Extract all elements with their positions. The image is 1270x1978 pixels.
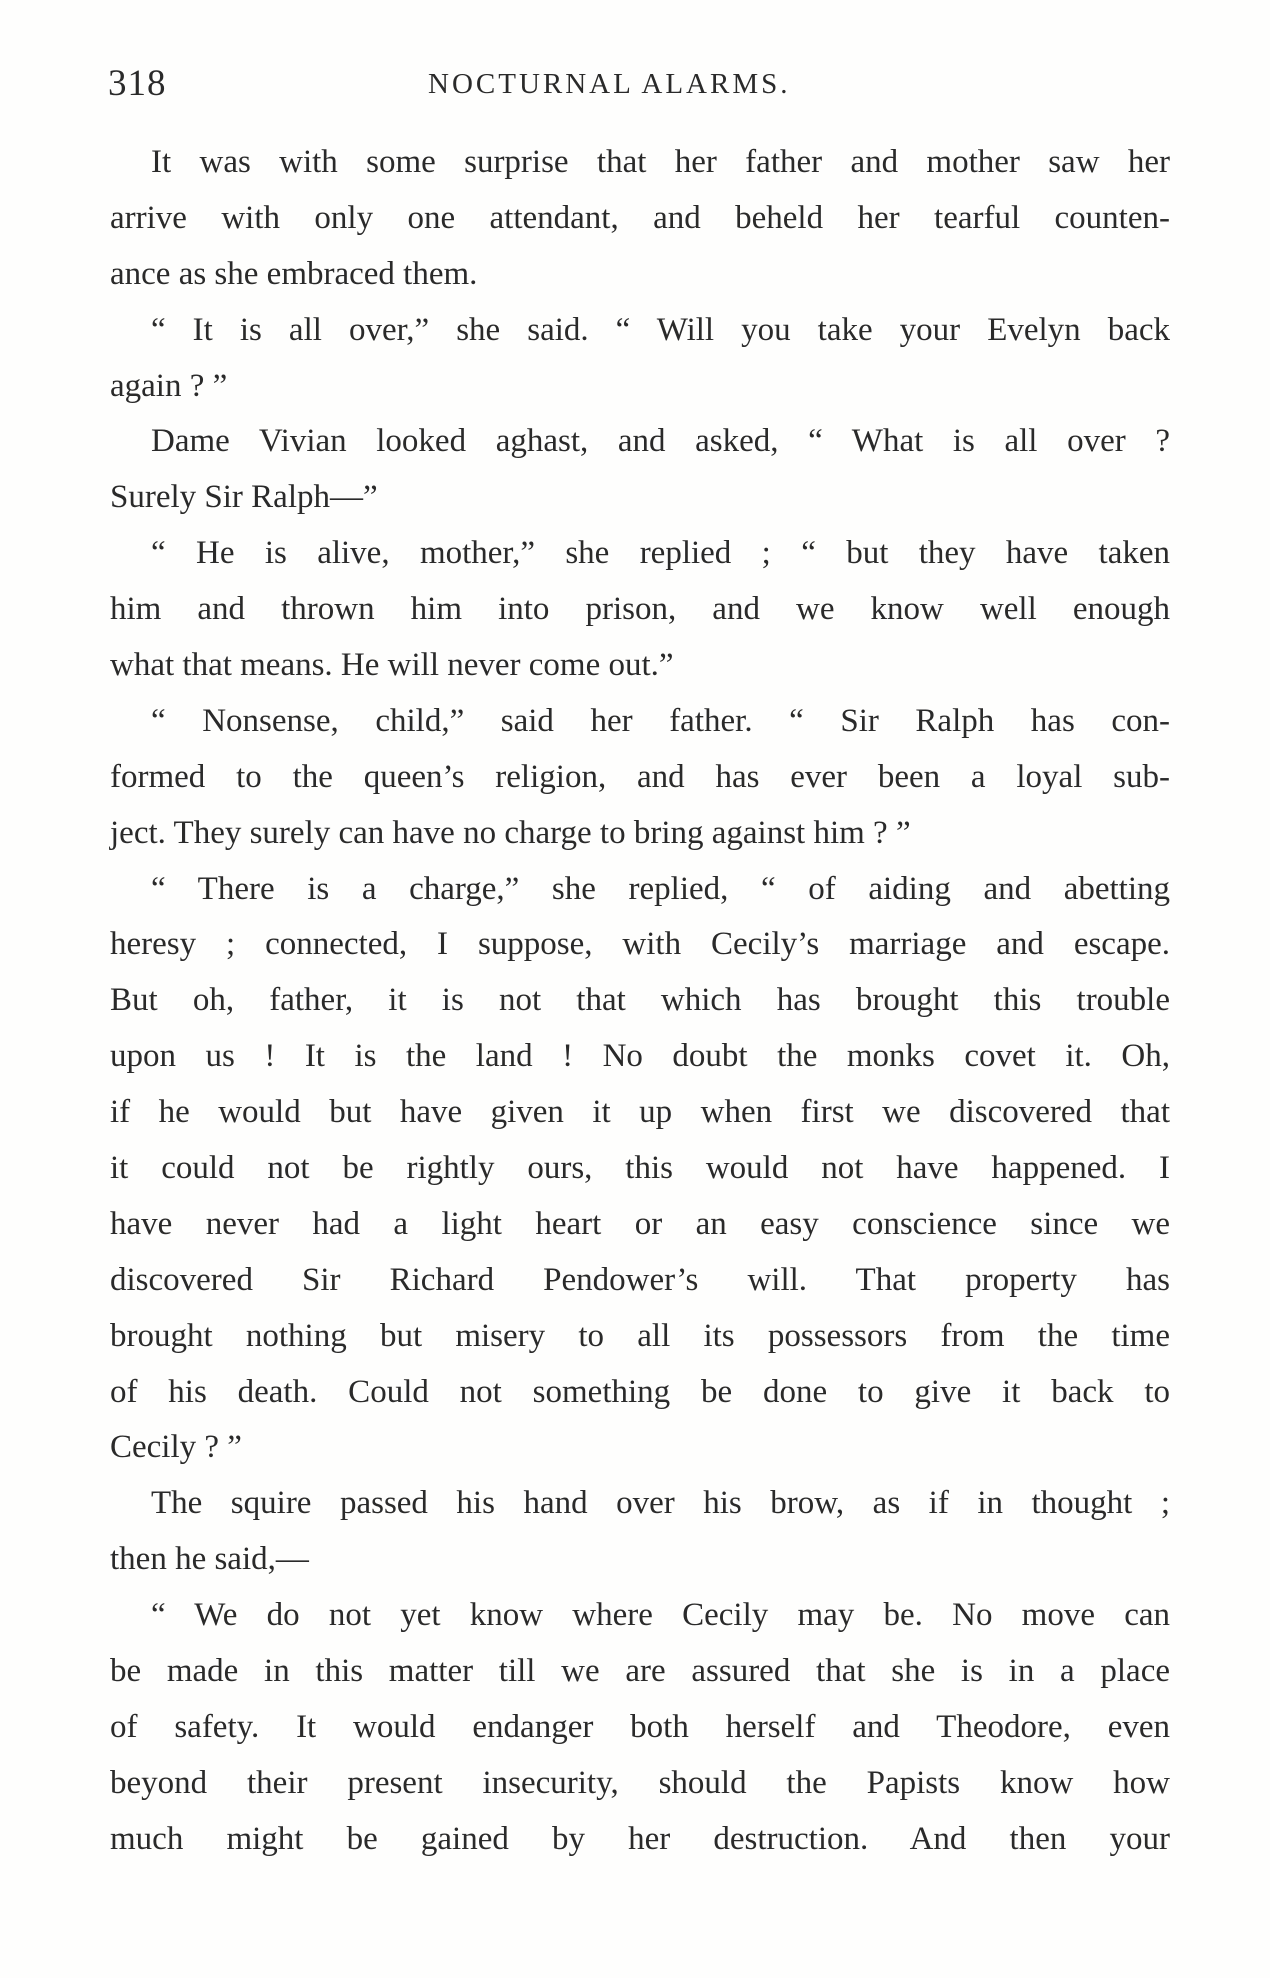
- text-line: ject. They surely can have no charge to bring against him ? ”: [110, 814, 911, 851]
- text-line: arrive with only one attendant, and beheld her tearful counten-: [110, 199, 1170, 236]
- page-number: 318: [108, 63, 167, 104]
- running-head: [108, 62, 1170, 110]
- text-line: Dame Vivian looked aghast, and asked, “ What is all over ?: [151, 423, 1170, 460]
- body-text: [110, 135, 1170, 1868]
- text-line: again ? ”: [110, 367, 228, 404]
- text-line: heresy ; connected, I suppose, with Cecily’s marriage and escape.: [110, 926, 1170, 963]
- text-line: what that means. He will never come out.”: [110, 647, 674, 684]
- text-line: It was with some surprise that her father and mother saw her: [151, 144, 1170, 180]
- text-line: him and thrown him into prison, and we know well enough: [110, 591, 1170, 628]
- text-line: formed to the queen’s religion, and has ever been a loyal sub-: [110, 758, 1170, 795]
- text-line: of his death. Could not something be done to give it back to: [110, 1373, 1170, 1410]
- text-line: ance as she embraced them.: [110, 255, 478, 292]
- text-line: Cecily ? ”: [110, 1429, 242, 1466]
- text-line: “ It is all over,” she said. “ Will you take your Evelyn back: [151, 311, 1170, 348]
- text-line: The squire passed his hand over his brow, as if in thought ;: [151, 1485, 1170, 1522]
- text-line: upon us ! It is the land ! No doubt the monks covet it. Oh,: [110, 1038, 1170, 1075]
- text-line: if he would but have given it up when first we discovered that: [110, 1094, 1170, 1131]
- text-line: “ Nonsense, child,” said her father. “ Sir Ralph has con-: [151, 702, 1170, 739]
- text-line: have never had a light heart or an easy conscience since we: [110, 1205, 1170, 1242]
- text-line: Surely Sir Ralph—”: [110, 479, 378, 516]
- text-line: “ He is alive, mother,” she replied ; “ but they have taken: [151, 535, 1170, 572]
- text-line: much might be gained by her destruction. And then your: [110, 1820, 1170, 1857]
- text-line: it could not be rightly ours, this would not have happened. I: [110, 1150, 1170, 1187]
- text-line: be made in this matter till we are assured that she is in a place: [110, 1653, 1170, 1690]
- text-line: discovered Sir Richard Pendower’s will. That property has: [110, 1261, 1170, 1298]
- text-line: then he said,—: [110, 1541, 309, 1578]
- running-title: NOCTURNAL ALARMS.: [428, 68, 791, 100]
- text-line: beyond their present insecurity, should the Papists know how: [110, 1764, 1170, 1801]
- text-line: “ We do not yet know where Cecily may be. No move can: [151, 1597, 1170, 1634]
- text-line: But oh, father, it is not that which has brought this trouble: [110, 982, 1170, 1019]
- text-line: of safety. It would endanger both herself and Theodore, even: [110, 1708, 1170, 1745]
- text-line: “ There is a charge,” she replied, “ of aiding and abetting: [151, 870, 1170, 907]
- text-line: brought nothing but misery to all its possessors from the time: [110, 1317, 1170, 1354]
